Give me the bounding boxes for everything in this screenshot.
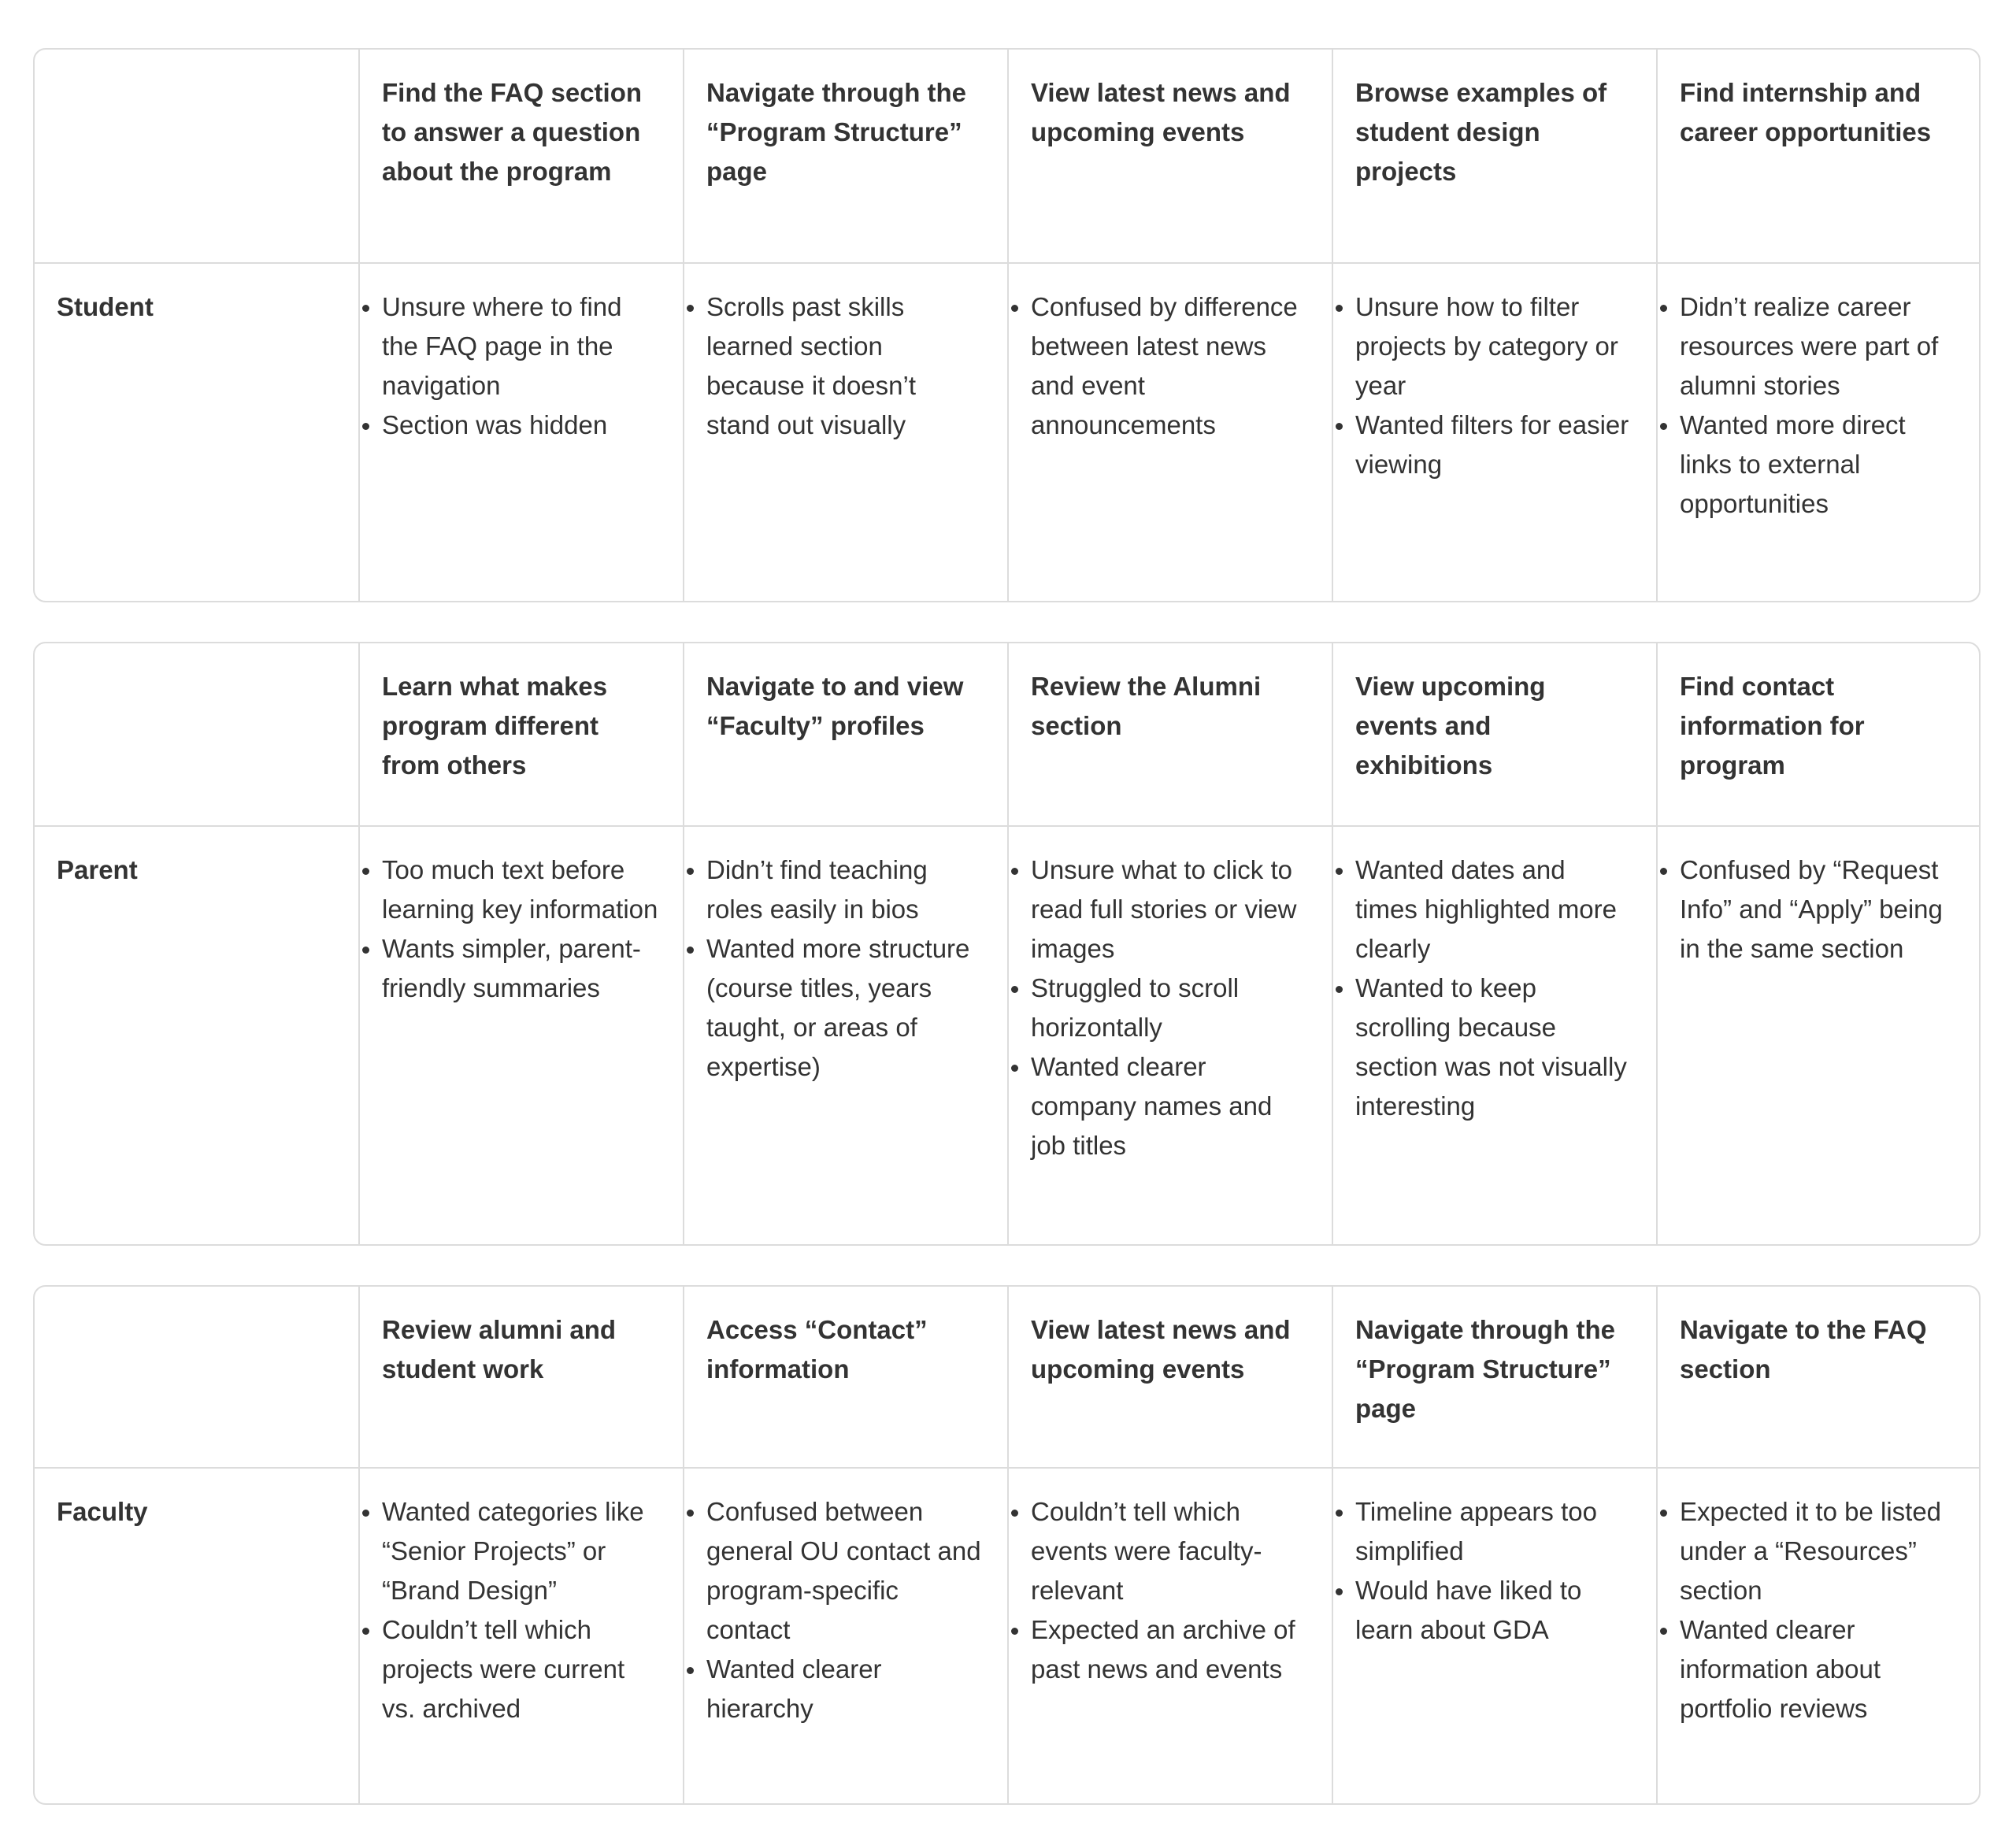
observation-cell — [1008, 263, 1332, 601]
task-header: View latest news and upcoming events — [1008, 50, 1332, 263]
observation-row — [35, 826, 1981, 1244]
task-header: Navigate through the “Program Structure” page — [1332, 1287, 1657, 1468]
task-header: Find the FAQ section to answer a question about the program — [359, 50, 684, 263]
observation-cell — [359, 1468, 684, 1803]
observation-item: Scrolls past skills learned section because it doesn’t stand out visually — [706, 287, 985, 445]
observation-cell — [684, 1468, 1008, 1803]
observation-item: Unsure what to click to read full stories or view images — [1031, 850, 1310, 969]
observation-row — [35, 1468, 1981, 1803]
corner-cell — [35, 1287, 359, 1468]
observation-item: Expected an archive of past news and events — [1031, 1610, 1310, 1689]
task-header: View upcoming events and exhibitions — [1332, 643, 1657, 826]
observation-item: Would have liked to learn about GDA — [1355, 1571, 1634, 1650]
task-row — [35, 643, 1981, 826]
observation-cell — [359, 826, 684, 1244]
task-header: Find internship and career opportunities — [1657, 50, 1981, 263]
task-header: Access “Contact” information — [684, 1287, 1008, 1468]
observation-cell — [1657, 826, 1981, 1244]
observation-cell — [684, 263, 1008, 601]
observation-item: Confused by difference between latest news and event announcements — [1031, 287, 1310, 445]
observation-item: Confused between general OU contact and program-specific contact — [706, 1492, 985, 1650]
task-header: Find contact information for program — [1657, 643, 1981, 826]
observation-cell — [1332, 826, 1657, 1244]
faculty-matrix — [33, 1285, 1981, 1805]
task-row — [35, 1287, 1981, 1468]
observation-cell — [1008, 1468, 1332, 1803]
observation-cell — [1332, 1468, 1657, 1803]
observation-item: Wants simpler, parent-friendly summaries — [382, 929, 661, 1008]
observation-cell — [1657, 1468, 1981, 1803]
observation-cell — [684, 826, 1008, 1244]
observation-item: Wanted clearer information about portfolio reviews — [1680, 1610, 1959, 1728]
task-header: Review the Alumni section — [1008, 643, 1332, 826]
task-header: Browse examples of student design projects — [1332, 50, 1657, 263]
observation-item: Timeline appears too simplified — [1355, 1492, 1634, 1571]
observation-item: Too much text before learning key information — [382, 850, 661, 929]
observation-item: Section was hidden — [382, 406, 661, 445]
task-header: View latest news and upcoming events — [1008, 1287, 1332, 1468]
persona-label: Student — [35, 263, 359, 601]
observation-item: Confused by “Request Info” and “Apply” being in the same section — [1680, 850, 1959, 969]
observation-cell — [1008, 826, 1332, 1244]
observation-item: Wanted to keep scrolling because section was not visually interesting — [1355, 969, 1634, 1126]
observation-item: Didn’t realize career resources were part of alumni stories — [1680, 287, 1959, 406]
corner-cell — [35, 643, 359, 826]
task-header: Learn what makes program different from others — [359, 643, 684, 826]
task-header: Review alumni and student work — [359, 1287, 684, 1468]
task-header: Navigate through the “Program Structure” page — [684, 50, 1008, 263]
observation-item: Wanted more direct links to external opportunities — [1680, 406, 1959, 524]
observation-item: Wanted categories like “Senior Projects” or “Brand Design” — [382, 1492, 661, 1610]
observation-row — [35, 263, 1981, 601]
observation-item: Struggled to scroll horizontally — [1031, 969, 1310, 1047]
observation-item: Unsure how to filter projects by category or year — [1355, 287, 1634, 406]
observation-item: Wanted filters for easier viewing — [1355, 406, 1634, 484]
observation-cell — [1332, 263, 1657, 601]
observation-item: Wanted dates and times highlighted more clearly — [1355, 850, 1634, 969]
observation-cell — [1657, 263, 1981, 601]
observation-item: Didn’t find teaching roles easily in bios — [706, 850, 985, 929]
task-header: Navigate to and view “Faculty” profiles — [684, 643, 1008, 826]
observation-item: Wanted clearer hierarchy — [706, 1650, 985, 1728]
task-row — [35, 50, 1981, 263]
persona-label: Faculty — [35, 1468, 359, 1803]
parent-matrix — [33, 642, 1981, 1246]
corner-cell — [35, 50, 359, 263]
observation-item: Expected it to be listed under a “Resources” section — [1680, 1492, 1959, 1610]
task-header: Navigate to the FAQ section — [1657, 1287, 1981, 1468]
persona-label: Parent — [35, 826, 359, 1244]
observation-item: Wanted clearer company names and job titles — [1031, 1047, 1310, 1165]
observation-cell — [359, 263, 684, 601]
student-matrix — [33, 48, 1981, 602]
observation-item: Couldn’t tell which projects were current vs. archived — [382, 1610, 661, 1728]
observation-item: Wanted more structure (course titles, years taught, or areas of expertise) — [706, 929, 985, 1087]
observation-item: Couldn’t tell which events were faculty-relevant — [1031, 1492, 1310, 1610]
observation-item: Unsure where to find the FAQ page in the navigation — [382, 287, 661, 406]
